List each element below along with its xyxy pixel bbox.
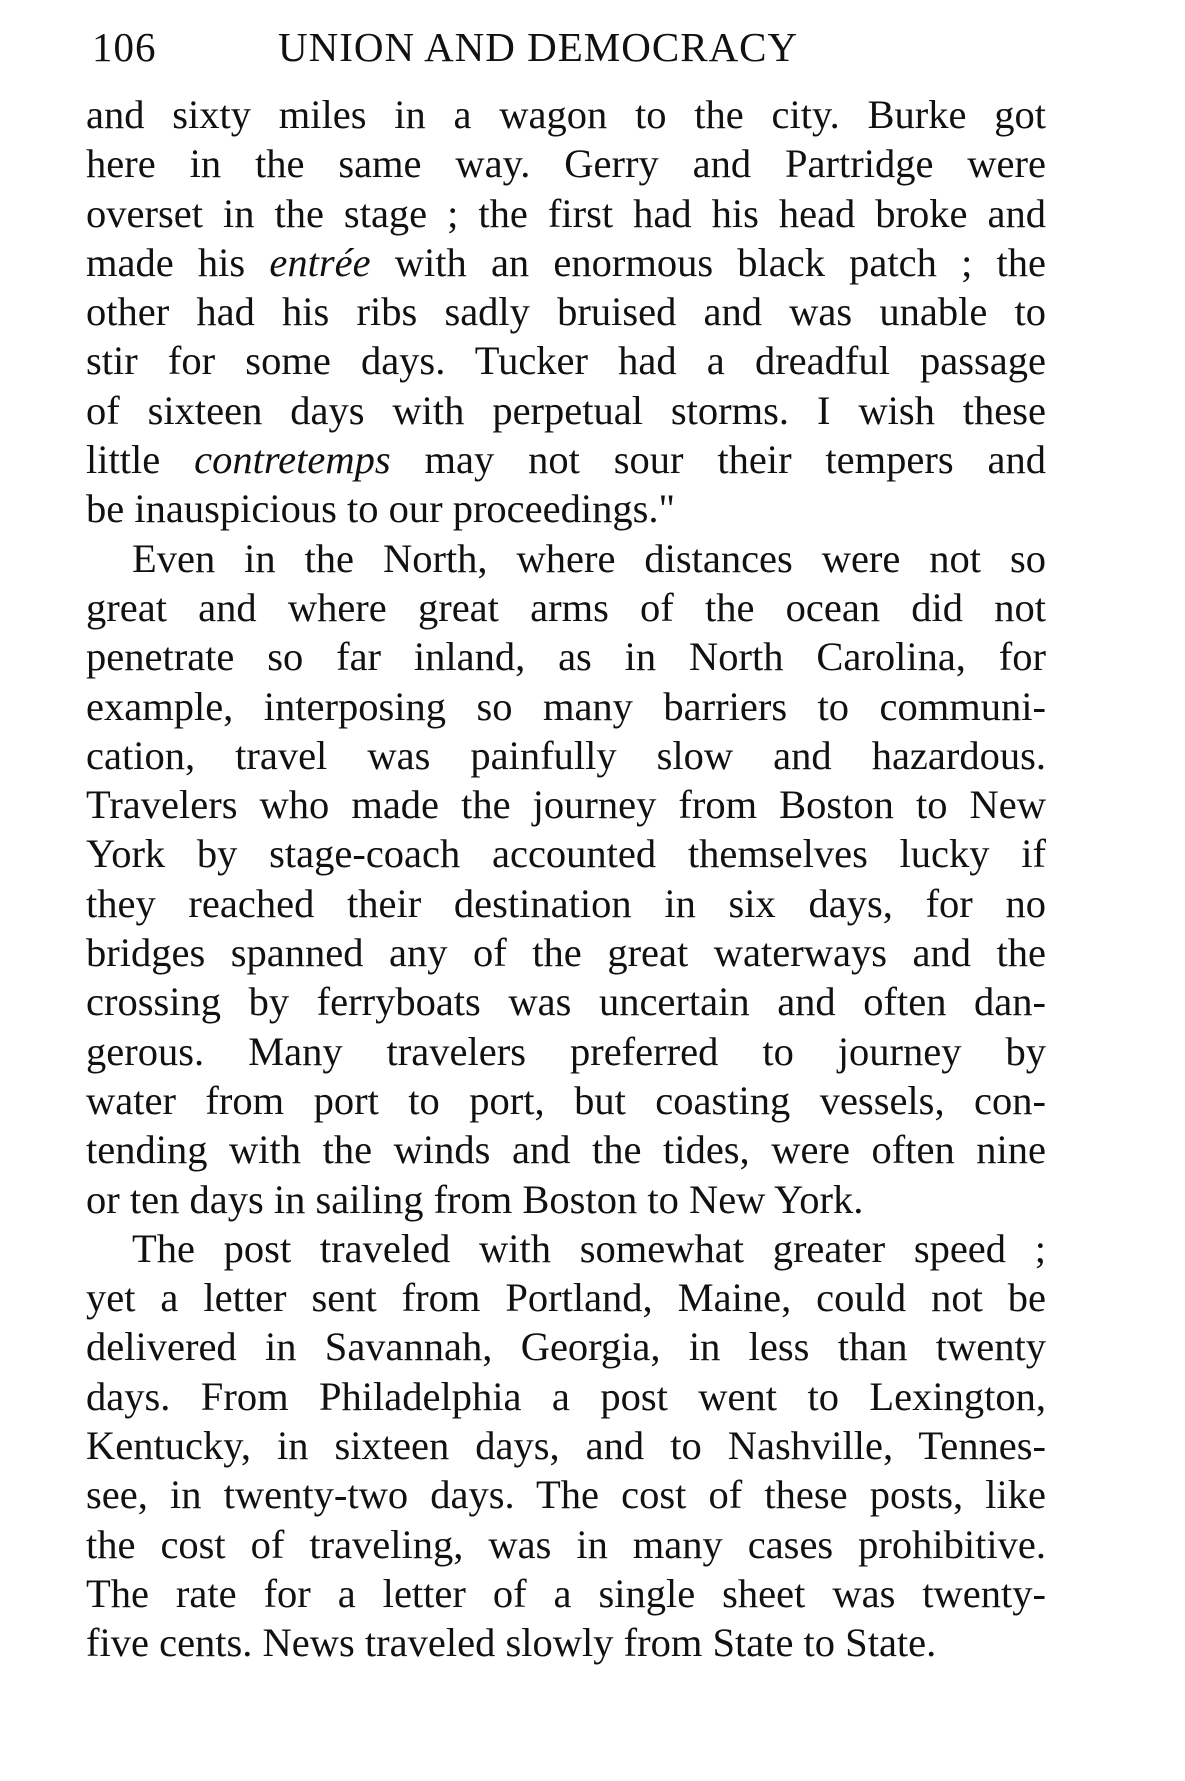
- text-line: be inauspicious to our proceedings.": [86, 486, 676, 532]
- text-line: the cost of traveling, was in many cases prohibitive.: [86, 1521, 1046, 1567]
- text-line: and sixty miles in a wagon to the city. Burke got: [86, 92, 1046, 137]
- running-title: UNION AND DEMOCRACY: [278, 24, 799, 70]
- text-line: penetrate so far inland, as in North Carolina, for: [86, 634, 1046, 680]
- text-line: other had his ribs sadly bruised and was unable to: [86, 289, 1046, 335]
- text-fragment: may not sour their tempers and: [390, 437, 1046, 483]
- text-line: example, interposing so many barriers to communi-: [86, 683, 1046, 729]
- running-head: [92, 22, 1052, 72]
- text-line: York by stage-coach accounted themselves lucky if: [86, 831, 1046, 877]
- paragraph-travel-north: [86, 534, 1046, 1224]
- text-line: tending with the winds and the tides, were often nine: [86, 1127, 1046, 1173]
- text-line: bridges spanned any of the great waterways and the: [86, 930, 1046, 976]
- text-line: stir for some days. Tucker had a dreadful passage: [86, 338, 1046, 384]
- italic-term: entrée: [269, 239, 371, 285]
- text-fragment: little: [86, 437, 195, 483]
- page-number: 106: [92, 24, 157, 70]
- text-line: [86, 435, 1046, 484]
- text-line: or ten days in sailing from Boston to New York.: [86, 1176, 864, 1222]
- text-line: The post traveled with somewhat greater speed ;: [132, 1225, 1046, 1271]
- text-line: [86, 238, 1046, 287]
- text-line: Travelers who made the journey from Boston to New: [86, 782, 1046, 828]
- text-line: gerous. Many travelers preferred to journey by: [86, 1028, 1046, 1074]
- body-text: [86, 90, 1046, 1668]
- text-line: water from port to port, but coasting vessels, con-: [86, 1077, 1046, 1123]
- text-fragment: with an enormous black patch ; the: [370, 239, 1046, 285]
- text-line: overset in the stage ; the first had his head broke and: [86, 190, 1046, 236]
- italic-term: contretemps: [194, 437, 391, 483]
- text-line: five cents. News traveled slowly from State to State.: [86, 1620, 937, 1666]
- text-line: Kentucky, in sixteen days, and to Nashville, Tennes-: [86, 1423, 1046, 1469]
- text-line: delivered in Savannah, Georgia, in less than twenty: [86, 1324, 1046, 1370]
- text-line: here in the same way. Gerry and Partridge were: [86, 141, 1046, 187]
- text-line: crossing by ferryboats was uncertain and often dan-: [86, 979, 1046, 1025]
- text-line: days. From Philadelphia a post went to Lexington,: [86, 1373, 1046, 1419]
- paragraph-continued-quotation: [86, 90, 1046, 534]
- text-line: The rate for a letter of a single sheet was twenty-: [86, 1570, 1046, 1616]
- text-line: they reached their destination in six days, for no: [86, 880, 1046, 926]
- text-line: see, in twenty-two days. The cost of these posts, like: [86, 1472, 1046, 1518]
- text-line: yet a letter sent from Portland, Maine, could not be: [86, 1275, 1046, 1321]
- paragraph-post-speed: [86, 1224, 1046, 1668]
- text-line: cation, travel was painfully slow and hazardous.: [86, 732, 1046, 778]
- text-line: great and where great arms of the ocean did not: [86, 584, 1046, 630]
- text-fragment: made his: [86, 239, 270, 285]
- text-line: of sixteen days with perpetual storms. I wish these: [86, 387, 1046, 433]
- text-line: Even in the North, where distances were not so: [132, 535, 1046, 581]
